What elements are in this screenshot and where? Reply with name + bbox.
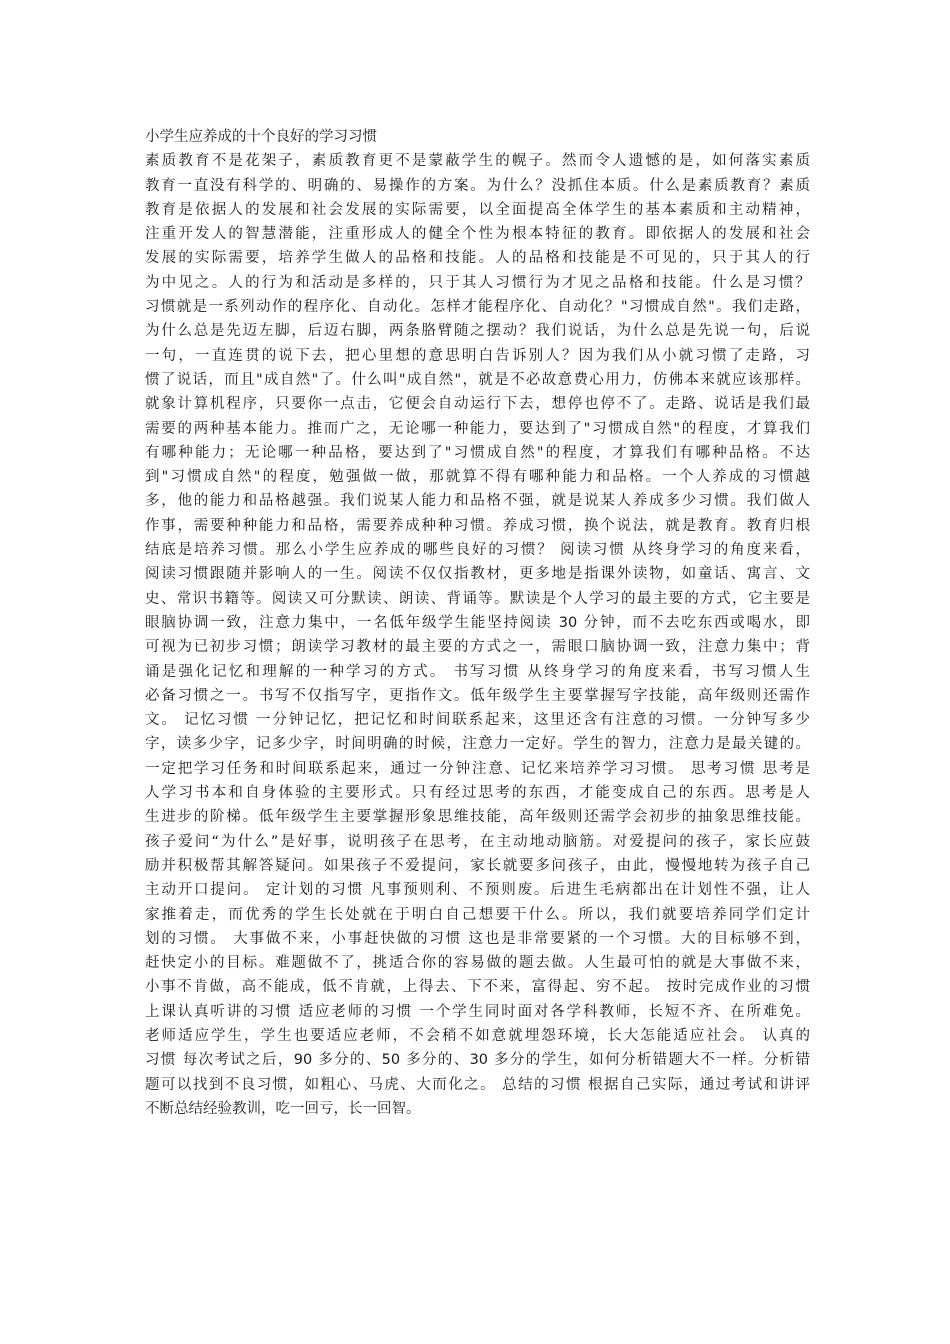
paragraph-line: 一句，一直连贯的说下去，把心里想的意思明白告诉别人？因为我们从小就习惯了走路，习 <box>145 347 810 364</box>
paragraph-line: 题可以找到不良习惯，如粗心、马虎、大而化之。 总结的习惯 根据自己实际，通过考试和讲评 <box>145 1076 810 1093</box>
paragraph-line: 注重开发人的智慧潜能，注重形成人的健全个性为根本特征的教育。即依据人的发展和社会 <box>145 226 810 243</box>
paragraph-line: 生进步的阶梯。低年级学生主要掌握形象思维技能，高年级则还需学会初步的抽象思维技能。 <box>145 809 810 826</box>
paragraph-line: 结底是培养习惯。那么小学生应养成的哪些良好的习惯？ 阅读习惯 从终身学习的角度来看， <box>145 542 810 559</box>
paragraph-line: 孩子爱问“为什么”是好事，说明孩子在思考，在主动地动脑筋。对爱提问的孩子，家长应鼓 <box>145 833 810 850</box>
paragraph-line: 诵是强化记忆和理解的一种学习的方式。 书写习惯 从终身学习的角度来看，书写习惯人生 <box>145 663 810 680</box>
paragraph-line: 为什么总是先迈左脚，后迈右脚，两条胳臂随之摆动？我们说话，为什么总是先说一句，后说 <box>145 323 810 340</box>
paragraph-line: 阅读习惯跟随并影响人的一生。阅读不仅仅指教材，更多地是指课外读物，如童话、寓言、文 <box>145 566 810 583</box>
paragraph-line: 需要的两种基本能力。推而广之，无论哪一种能力，要达到了"习惯成自然"的程度，才算我们 <box>145 420 810 437</box>
paragraph-line: 励并积极帮其解答疑问。如果孩子不爱提问，家长就要多问孩子，由此，慢慢地转为孩子自己 <box>145 857 810 874</box>
paragraph-line: 惯了说话，而且"成自然"了。什么叫"成自然"，就是不必故意费心用力，仿佛本来就应该那样。 <box>145 371 810 388</box>
paragraph-line: 作事，需要种种能力和品格，需要养成种种习惯。养成习惯，换个说法，就是教育。教育归根 <box>145 517 810 534</box>
paragraph-line: 可视为已初步习惯；朗读学习教材的最主要的方式之一，需眼口脑协调一致，注意力集中；背 <box>145 639 810 656</box>
paragraph-line: 人学习书本和自身体验的主要形式。只有经过思考的东西，才能变成自己的东西。思考是人 <box>145 785 810 802</box>
paragraph-line: 必备习惯之一。书写不仅指写字，更指作文。低年级学生主要掌握写字技能，高年级则还需作 <box>145 687 810 704</box>
paragraph-line: 眼脑协调一致，注意力集中，一名低年级学生能坚持阅读 30 分钟，而不去吃东西或喝水，即 <box>145 614 810 631</box>
paragraph-line: 文。 记忆习惯 一分钟记忆，把记忆和时间联系起来，这里还含有注意的习惯。一分钟写多少 <box>145 712 810 729</box>
paragraph-line: 到"习惯成自然"的程度，勉强做一做，那就算不得有哪种能力和品格。一个人养成的习惯越 <box>145 469 810 486</box>
paragraph-line: 史、常识书籍等。阅读又可分默读、朗读、背诵等。默读是个人学习的最主要的方式，它主要是 <box>145 590 810 607</box>
paragraph-line: 教育是依据人的发展和社会发展的实际需要，以全面提高全体学生的基本素质和主动精神， <box>145 201 810 218</box>
paragraph-line: 不断总结经验教训，吃一回亏，长一回智。 <box>145 1100 421 1117</box>
paragraph-line: 习惯 每次考试之后，90 多分的、50 多分的、30 多分的学生，如何分析错题大不一样。分析错 <box>145 1052 810 1069</box>
paragraph-line: 有哪种能力；无论哪一种品格，要达到了"习惯成自然"的程度，才算我们有哪种品格。不达 <box>145 444 810 461</box>
paragraph-line: 发展的实际需要，培养学生做人的品格和技能。人的品格和技能是不可见的，只于其人的行 <box>145 250 810 267</box>
paragraph-line: 赶快定小的目标。难题做不了，挑适合你的容易做的题去做。人生最可怕的就是大事做不来， <box>145 955 810 972</box>
paragraph-line: 老师适应学生，学生也要适应老师，不会稍不如意就埋怨环境，长大怎能适应社会。 认真的 <box>145 1027 810 1044</box>
paragraph-line: 一定把学习任务和时间联系起来，通过一分钟注意、记忆来培养学习习惯。 思考习惯 思考是 <box>145 760 810 777</box>
paragraph-line: 习惯就是一系列动作的程序化、自动化。怎样才能程序化、自动化？"习惯成自然"。我们走路， <box>145 299 810 316</box>
document-body <box>145 125 810 1121</box>
paragraph-line: 家推着走，而优秀的学生长处就在于明白自己想要干什么。所以，我们就要培养同学们定计 <box>145 906 810 923</box>
paragraph-line: 多，他的能力和品格越强。我们说某人能力和品格不强，就是说某人养成多少习惯。我们做人 <box>145 493 810 510</box>
document-title: 小学生应养成的十个良好的学习习惯 <box>145 129 377 145</box>
paragraph-line: 小事不肯做，高不能成，低不肯就，上得去、下不来，富得起、穷不起。 按时完成作业的习惯 <box>145 979 810 996</box>
paragraph-line: 主动开口提问。 定计划的习惯 凡事预则利、不预则废。后进生毛病都出在计划性不强，让人 <box>145 882 810 899</box>
paragraph-line: 字，读多少字，记多少字，时间明确的时候，注意力一定好。学生的智力，注意力是最关键的。 <box>145 736 810 753</box>
paragraph-line: 上课认真听讲的习惯 适应老师的习惯 一个学生同时面对各学科教师，长短不齐、在所难免。 <box>145 1003 810 1020</box>
paragraph-line: 就象计算机程序，只要你一点击，它便会自动运行下去，想停也停不了。走路、说话是我们最 <box>145 396 810 413</box>
paragraph-line: 划的习惯。 大事做不来，小事赶快做的习惯 这也是非常要紧的一个习惯。大的目标够不到， <box>145 930 810 947</box>
paragraph-line: 为中见之。人的行为和活动是多样的，只于其人习惯行为才见之品格和技能。什么是习惯？ <box>145 274 810 291</box>
paragraph-line: 教育一直没有科学的、明确的、易操作的方案。为什么？没抓住本质。什么是素质教育？素质 <box>145 177 810 194</box>
paragraph-line: 素质教育不是花架子，素质教育更不是蒙蔽学生的幌子。然而令人遗憾的是，如何落实素质 <box>145 153 810 170</box>
